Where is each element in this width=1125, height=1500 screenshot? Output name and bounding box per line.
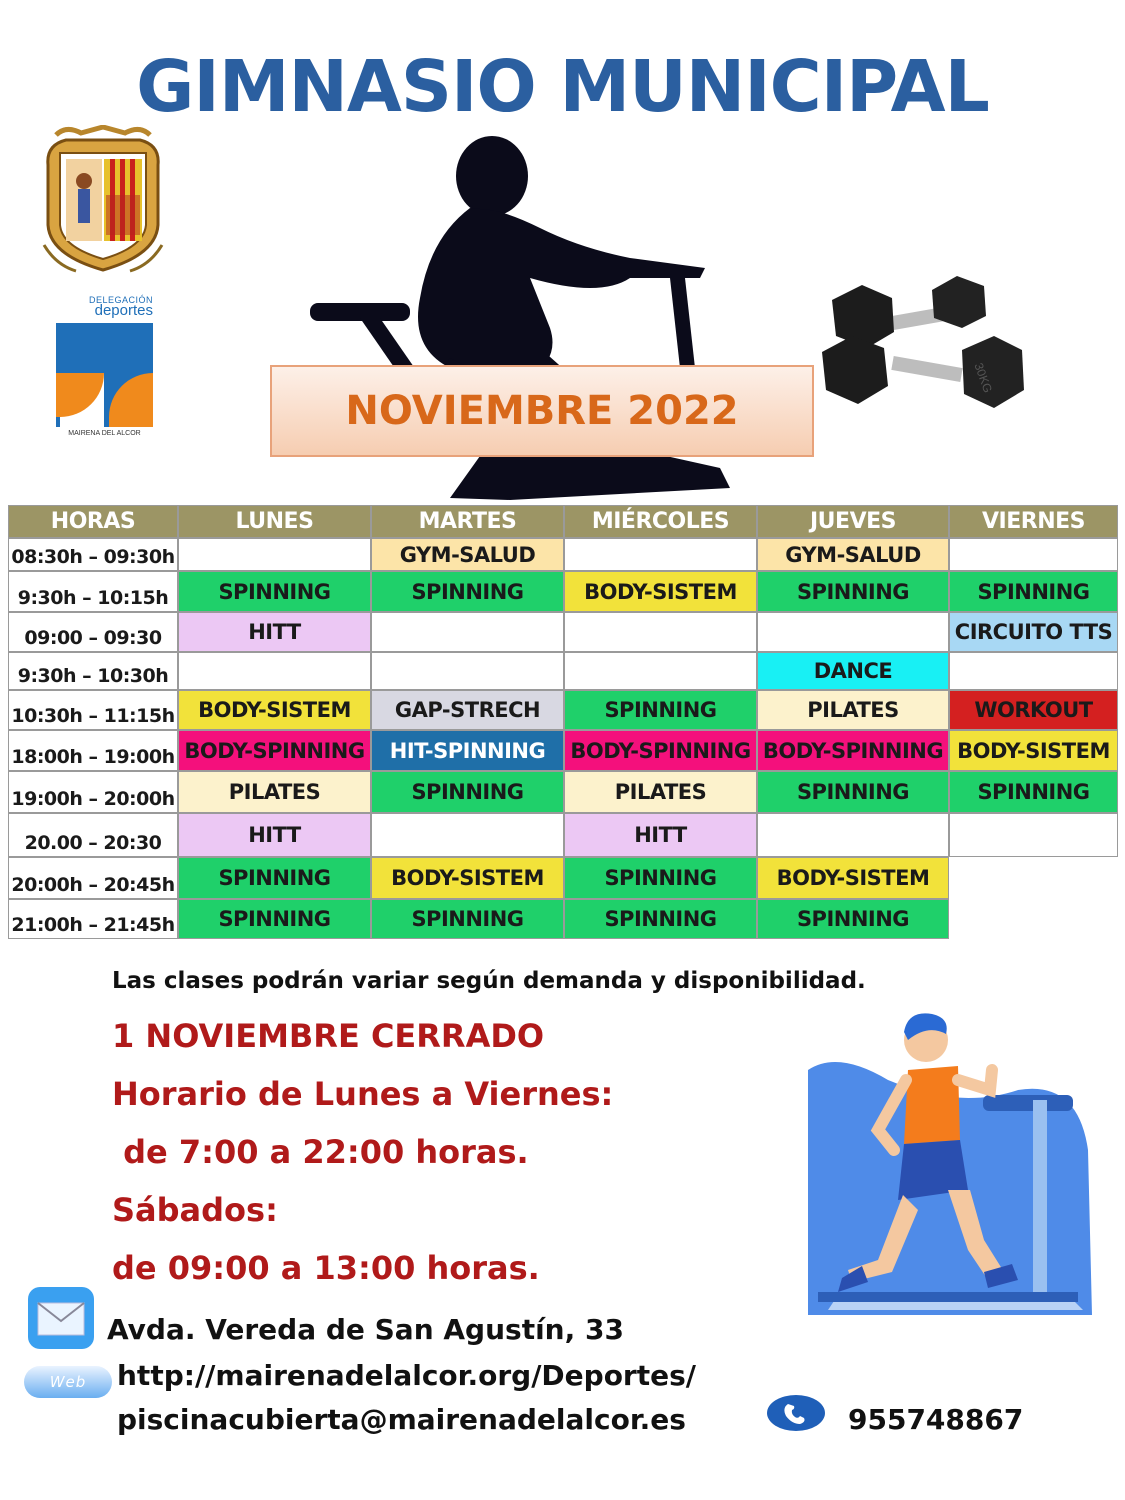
page-title: GIMNASIO MUNICIPAL <box>136 45 989 128</box>
empty-cell <box>564 538 757 571</box>
time-slot: 20.00 – 20:30 <box>8 813 178 857</box>
month-banner <box>270 365 814 457</box>
class-cell: GYM-SALUD <box>757 538 949 571</box>
saturday-hours: de 09:00 a 13:00 horas. <box>112 1249 540 1287</box>
class-cell: BODY-SISTEM <box>178 690 371 730</box>
phone-icon <box>766 1394 826 1432</box>
header-horas: HORAS <box>8 505 178 538</box>
time-slot: 9:30h – 10:30h <box>8 652 178 690</box>
weekday-hours-label: Horario de Lunes a Viernes: <box>112 1075 614 1113</box>
class-cell: GYM-SALUD <box>371 538 564 571</box>
header-day: MARTES <box>371 505 564 538</box>
schedule-note: Las clases podrán variar según demanda y disponibilidad. <box>112 968 866 994</box>
web-badge-label: Web <box>49 1373 87 1391</box>
weekday-hours: de 7:00 a 22:00 horas. <box>112 1133 529 1171</box>
class-cell: SPINNING <box>371 899 564 939</box>
class-cell: HITT <box>178 813 371 857</box>
header-day: VIERNES <box>949 505 1118 538</box>
time-slot: 21:00h – 21:45h <box>8 899 178 939</box>
mail-icon <box>28 1287 94 1349</box>
class-cell: SPINNING <box>178 857 371 899</box>
logo-line2: deportes <box>94 302 153 319</box>
class-cell: SPINNING <box>757 899 949 939</box>
logo-line3: MAIRENA DEL ALCOR <box>68 430 141 437</box>
dumbbell-label: 30KG <box>971 361 996 395</box>
time-slot: 08:30h – 09:30h <box>8 538 178 571</box>
header-day: JUEVES <box>757 505 949 538</box>
class-cell: BODY-SISTEM <box>757 857 949 899</box>
class-cell: DANCE <box>757 652 949 690</box>
dumbbells-icon <box>822 270 1027 435</box>
class-cell: SPINNING <box>949 771 1118 813</box>
schedule-table <box>8 505 1118 943</box>
class-cell: SPINNING <box>564 899 757 939</box>
coat-of-arms-icon <box>36 125 170 275</box>
empty-cell <box>564 612 757 652</box>
class-cell: SPINNING <box>757 571 949 612</box>
empty-cell <box>757 612 949 652</box>
class-cell: HITT <box>564 813 757 857</box>
deportes-logo <box>56 295 153 440</box>
class-cell: PILATES <box>757 690 949 730</box>
empty-cell <box>949 813 1118 857</box>
class-cell: BODY-SISTEM <box>949 730 1118 771</box>
logo-line1: DELEGACIÓN <box>88 295 153 305</box>
class-cell: SPINNING <box>371 571 564 612</box>
empty-cell <box>178 652 371 690</box>
saturday-label: Sábados: <box>112 1191 278 1229</box>
class-cell: SPINNING <box>178 571 371 612</box>
time-slot: 20:00h – 20:45h <box>8 857 178 899</box>
time-slot: 10:30h – 11:15h <box>8 690 178 730</box>
class-cell: BODY-SISTEM <box>371 857 564 899</box>
class-cell: GAP-STRECH <box>371 690 564 730</box>
class-cell: HITT <box>178 612 371 652</box>
time-slot: 9:30h – 10:15h <box>8 571 178 612</box>
month-label: NOVIEMBRE 2022 <box>345 388 739 434</box>
treadmill-runner-icon <box>808 1010 1092 1315</box>
header-day: MIÉRCOLES <box>564 505 757 538</box>
class-cell: SPINNING <box>178 899 371 939</box>
closed-notice: 1 NOVIEMBRE CERRADO <box>112 1017 545 1055</box>
class-cell: SPINNING <box>757 771 949 813</box>
class-cell: PILATES <box>178 771 371 813</box>
empty-cell <box>371 813 564 857</box>
class-cell: BODY-SPINNING <box>757 730 949 771</box>
empty-cell <box>178 538 371 571</box>
website-link[interactable]: http://mairenadelalcor.org/Deportes/ <box>117 1359 697 1392</box>
class-cell: CIRCUITO TTS <box>949 612 1118 652</box>
class-cell: SPINNING <box>949 571 1118 612</box>
class-cell: PILATES <box>564 771 757 813</box>
phone-number[interactable]: 955748867 <box>848 1403 1024 1436</box>
class-cell: SPINNING <box>371 771 564 813</box>
class-cell: BODY-SISTEM <box>564 571 757 612</box>
class-cell: WORKOUT <box>949 690 1118 730</box>
class-cell: SPINNING <box>564 857 757 899</box>
deportes-shape-icon <box>56 319 153 431</box>
class-cell: SPINNING <box>564 690 757 730</box>
class-cell: HIT-SPINNING <box>371 730 564 771</box>
empty-cell <box>371 612 564 652</box>
empty-cell <box>757 813 949 857</box>
empty-cell <box>564 652 757 690</box>
header-day: LUNES <box>178 505 371 538</box>
email-link[interactable]: piscinacubierta@mairenadelalcor.es <box>117 1403 686 1436</box>
class-cell: BODY-SPINNING <box>564 730 757 771</box>
class-cell: BODY-SPINNING <box>178 730 371 771</box>
empty-cell <box>949 652 1118 690</box>
empty-cell <box>371 652 564 690</box>
time-slot: 18:00h – 19:00h <box>8 730 178 771</box>
address-text: Avda. Vereda de San Agustín, 33 <box>107 1313 624 1346</box>
web-icon <box>24 1366 112 1398</box>
time-slot: 19:00h – 20:00h <box>8 771 178 813</box>
time-slot: 09:00 – 09:30 <box>8 612 178 652</box>
empty-cell <box>949 538 1118 571</box>
